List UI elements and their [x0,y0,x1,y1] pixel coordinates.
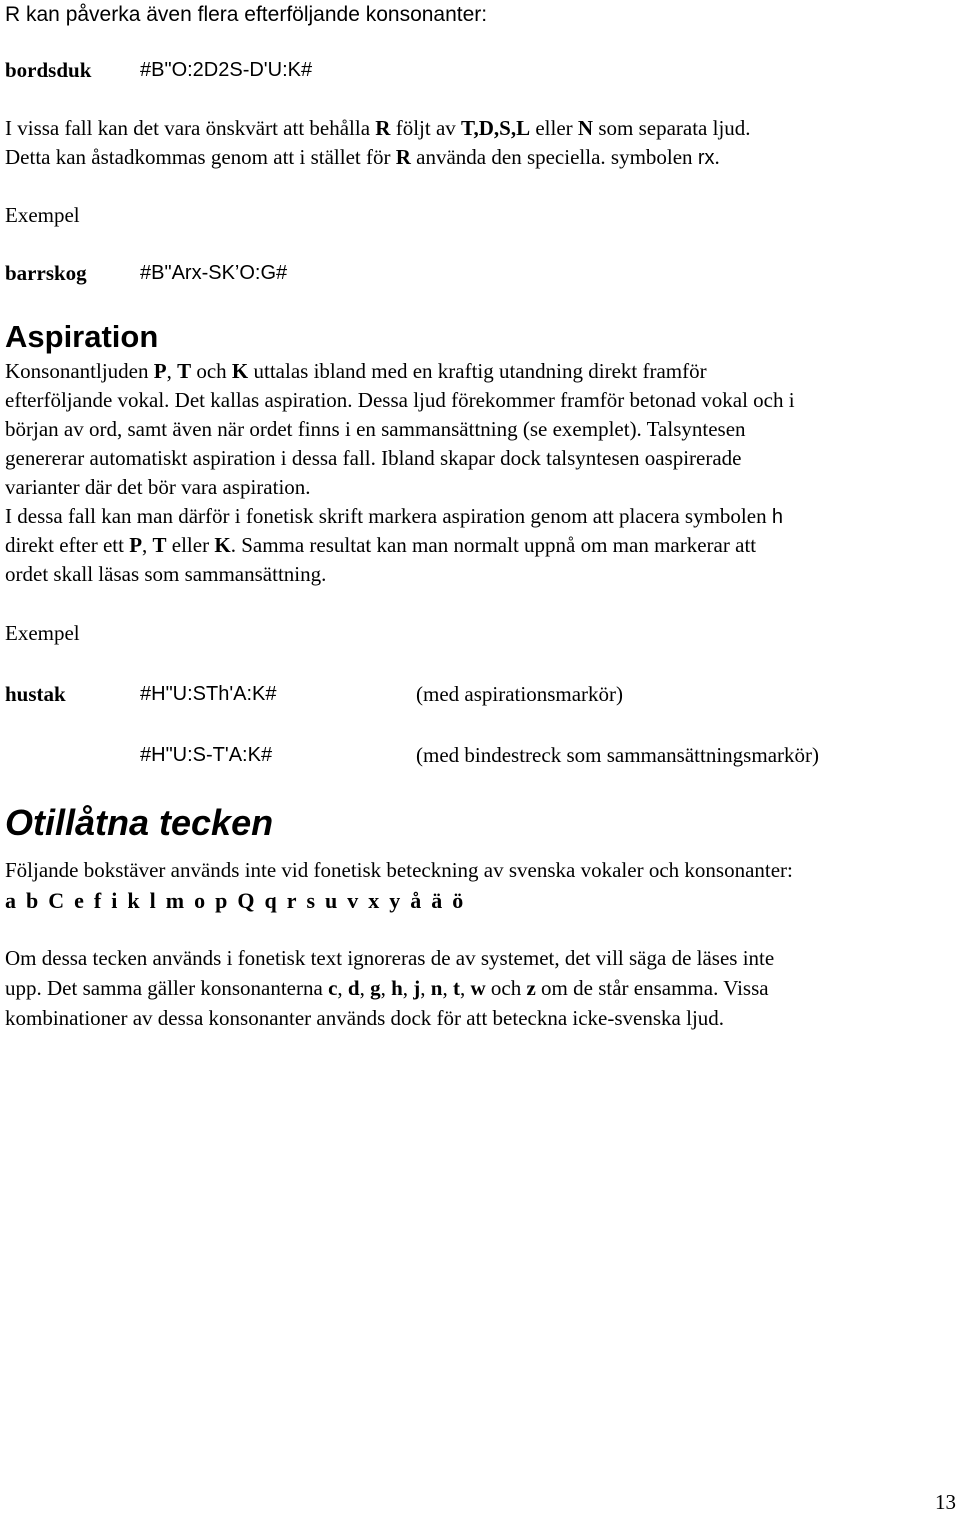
asp-line5: varianter där det bör vara aspiration. [5,475,311,499]
forbidden-letter: o [194,888,206,913]
text: , [459,976,471,1000]
forbidden-letter: u [325,888,338,913]
heading-otillatna-tecken: Otillåtna tecken [5,802,274,843]
text: Konsonantljuden [5,359,154,383]
forbidden-letter: a [5,888,16,913]
example-code-hustak-1: #H"U:STh'A:K# [140,683,277,705]
forbidden-letter: p [215,888,228,913]
text: använda den speciella. symbolen [410,145,698,169]
text: , [420,976,431,1000]
text: , [166,359,178,383]
bold-text: K [231,359,249,383]
bold-text: w [470,976,486,1000]
bold-text: R [395,145,411,169]
page-number: 13 [935,1490,956,1514]
text: om de står ensamma. Vissa [535,976,769,1000]
text: uttalas ibland med en kraftig utandning direkt framför [248,359,707,383]
asp-line8: ordet skall läsas som sammansättning. [5,562,327,586]
text: Detta kan åstadkommas genom att i stället för [5,145,396,169]
otillatna-intro: Följande bokstäver används inte vid fonetisk beteckning av svenska vokaler och konsonanter: [5,858,793,882]
forbidden-letter: q [264,888,277,913]
text: som separata ljud. [593,116,751,140]
last-line3: kombinationer av dessa konsonanter används dock för att beteckna icke-svenska ljud. [5,1006,725,1030]
text: och [485,976,527,1000]
forbidden-letter: f [93,888,102,913]
forbidden-letter: s [306,888,316,913]
symbol-h: h [771,506,783,528]
asp-line1 [5,357,707,386]
forbidden-letter: ä [431,888,443,913]
forbidden-letter: i [111,888,118,913]
text: och [191,359,232,383]
bold-text: t [452,976,460,1000]
text: eller [166,533,215,557]
bold-text: P [129,533,143,557]
example-note-2: (med bindestreck som sammansättningsmarkör) [416,743,819,767]
para1-line1 [5,114,751,143]
exempel-label-2: Exempel [5,621,80,645]
text: följt av [390,116,462,140]
bold-text: z [526,976,536,1000]
text: upp. Det samma gäller konsonanterna [5,976,329,1000]
bold-text: T [177,359,192,383]
forbidden-letter: å [410,888,422,913]
text: . [714,145,720,169]
text: , [337,976,348,1000]
text: , [380,976,392,1000]
example-word-barrskog: barrskog [5,261,87,285]
example-code-hustak-2: #H"U:S-T'A:K# [140,744,273,766]
text: I vissa fall kan det vara önskvärt att behålla [5,116,376,140]
example-note-1: (med aspirationsmarkör) [416,682,624,706]
forbidden-letter: y [389,888,401,913]
bold-text: T [152,533,167,557]
forbidden-letter: v [347,888,359,913]
bold-text: j [413,976,421,1000]
bold-text: d [347,976,360,1000]
asp-line6 [5,502,783,532]
forbidden-letter: l [149,888,156,913]
forbidden-letter: x [368,888,380,913]
bold-text: h [391,976,403,1000]
text: I dessa fall kan man därför i fonetisk skrift markera aspiration genom att placera symbolen [5,504,772,528]
bold-text: K [214,533,231,557]
text: eller [530,116,578,140]
forbidden-letters [5,886,473,916]
example-word-bordsduk: bordsduk [5,58,92,82]
text: , [142,533,153,557]
text: , [402,976,414,1000]
bold-text: g [370,976,381,1000]
text: direkt efter ett [5,533,130,557]
forbidden-letter: C [48,888,65,913]
forbidden-letter: e [74,888,84,913]
text: . Samma resultat kan man normalt uppnå om man markerar att [230,533,757,557]
bold-text: T,D,S,L [461,116,531,140]
bold-text: n [430,976,443,1000]
forbidden-letter: k [127,888,140,913]
example-code-bordsduk: #B"O:2D2S-D'U:K# [140,59,313,81]
forbidden-letter: b [26,888,39,913]
last-line2 [5,974,769,1003]
asp-line4: genererar automatiskt aspiration i dessa fall. Ibland skapar dock talsyntesen oaspirerade [5,446,742,470]
forbidden-letter: ö [452,888,464,913]
para1-line2 [5,143,720,173]
example-word-hustak: hustak [5,682,66,706]
bold-text: N [577,116,594,140]
example-code-barrskog: #B"Arx-SK’O:G# [140,262,288,284]
forbidden-letter: m [165,888,185,913]
forbidden-letter: Q [237,888,255,913]
text: , [359,976,371,1000]
asp-line2: efterföljande vokal. Det kallas aspiration. Dessa ljud förekommer framför betonad vokal och i [5,388,795,412]
asp-line3: början av ord, samt även när ordet finns i en sammansättning (se exemplet). Talsyntesen [5,417,746,441]
bold-text: R [375,116,391,140]
text: , [442,976,453,1000]
symbol-rx: rx [697,147,715,169]
asp-line7 [5,531,756,560]
heading-aspiration: Aspiration [5,319,159,354]
bold-text: P [153,359,167,383]
forbidden-letter: r [286,888,297,913]
intro-line: R kan påverka även flera efterföljande konsonanter: [5,3,488,26]
last-line1: Om dessa tecken används i fonetisk text ignoreras de av systemet, det vill säga de läses inte [5,946,775,970]
exempel-label-1: Exempel [5,203,80,227]
bold-text: c [328,976,338,1000]
